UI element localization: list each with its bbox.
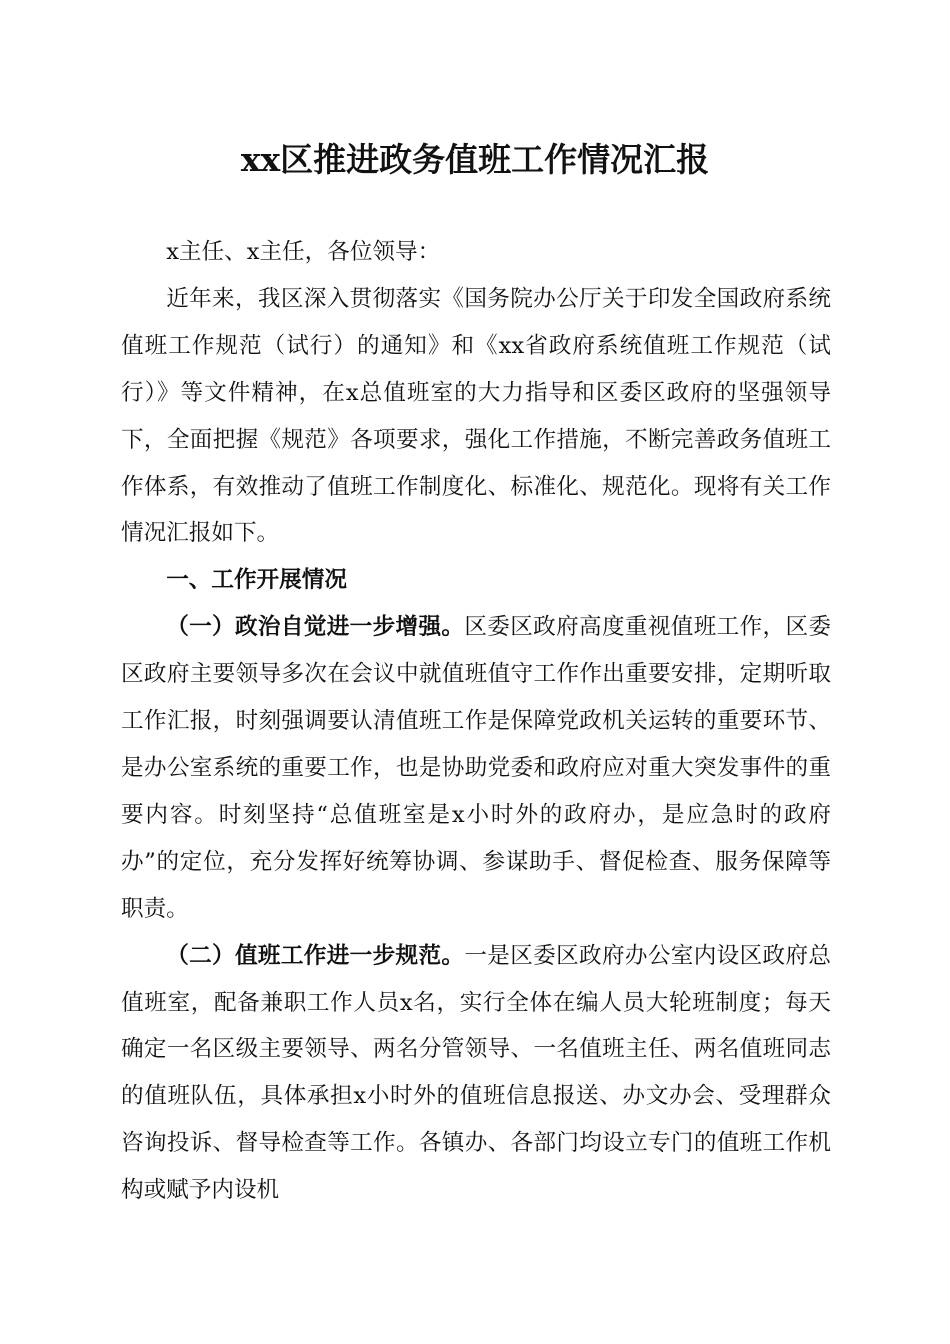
subsection-1-paragraph xyxy=(121,604,831,932)
subsection-2-heading: （二）值班工作进一步规范。 xyxy=(166,942,465,969)
subsection-2-text: 一是区委区政府办公室内设区政府总值班室，配备兼职工作人员x名，实行全体在编人员大轮班制度；每天确定一名区级主要领导、两名分管领导、一名值班主任、两名值班同志的值班队伍，具体承担x小时外的值班信息报送、办文办会、受理群众咨询投诉、督导检查等工作。各镇办、各部门均设立专门的值班工作机构或赋予内设机 xyxy=(121,942,832,1204)
intro-paragraph: 近年来，我区深入贯彻落实《国务院办公厅关于印发全国政府系统值班工作规范（试行）的通知》和《xx省政府系统值班工作规范（试行）》等文件精神，在x总值班室的大力指导和区委区政府的坚强领导下，全面把握《规范》各项要求，强化工作措施，不断完善政务值班工作体系，有效推动了值班工作制度化、标准化、规范化。现将有关工作情况汇报如下。 xyxy=(121,285,831,547)
section-heading: 一、工作开展情况 xyxy=(166,567,347,594)
salutation: x主任、x主任，各位领导： xyxy=(166,239,441,265)
subsection-1-text: 区委区政府高度重视值班工作，区委区政府主要领导多次在会议中就值班值守工作作出重要安排，定期听取工作汇报，时刻强调要认清值班工作是保障党政机关运转的重要环节、是办公室系统的重要工作，也是协助党委和政府应对重大突发事件的重要内容。时刻坚持“总值班室是x小时外的政府办，是应急时的政府办”的定位，充分发挥好统筹协调、参谋助手、督促检查、服务保障等职责。 xyxy=(121,614,832,922)
document-body xyxy=(121,229,831,1214)
subsection-2-paragraph xyxy=(121,933,831,1214)
document-title: xx区推进政务值班工作情况汇报 xyxy=(240,140,710,179)
subsection-1-heading: （一）政治自觉进一步增强。 xyxy=(166,614,465,641)
